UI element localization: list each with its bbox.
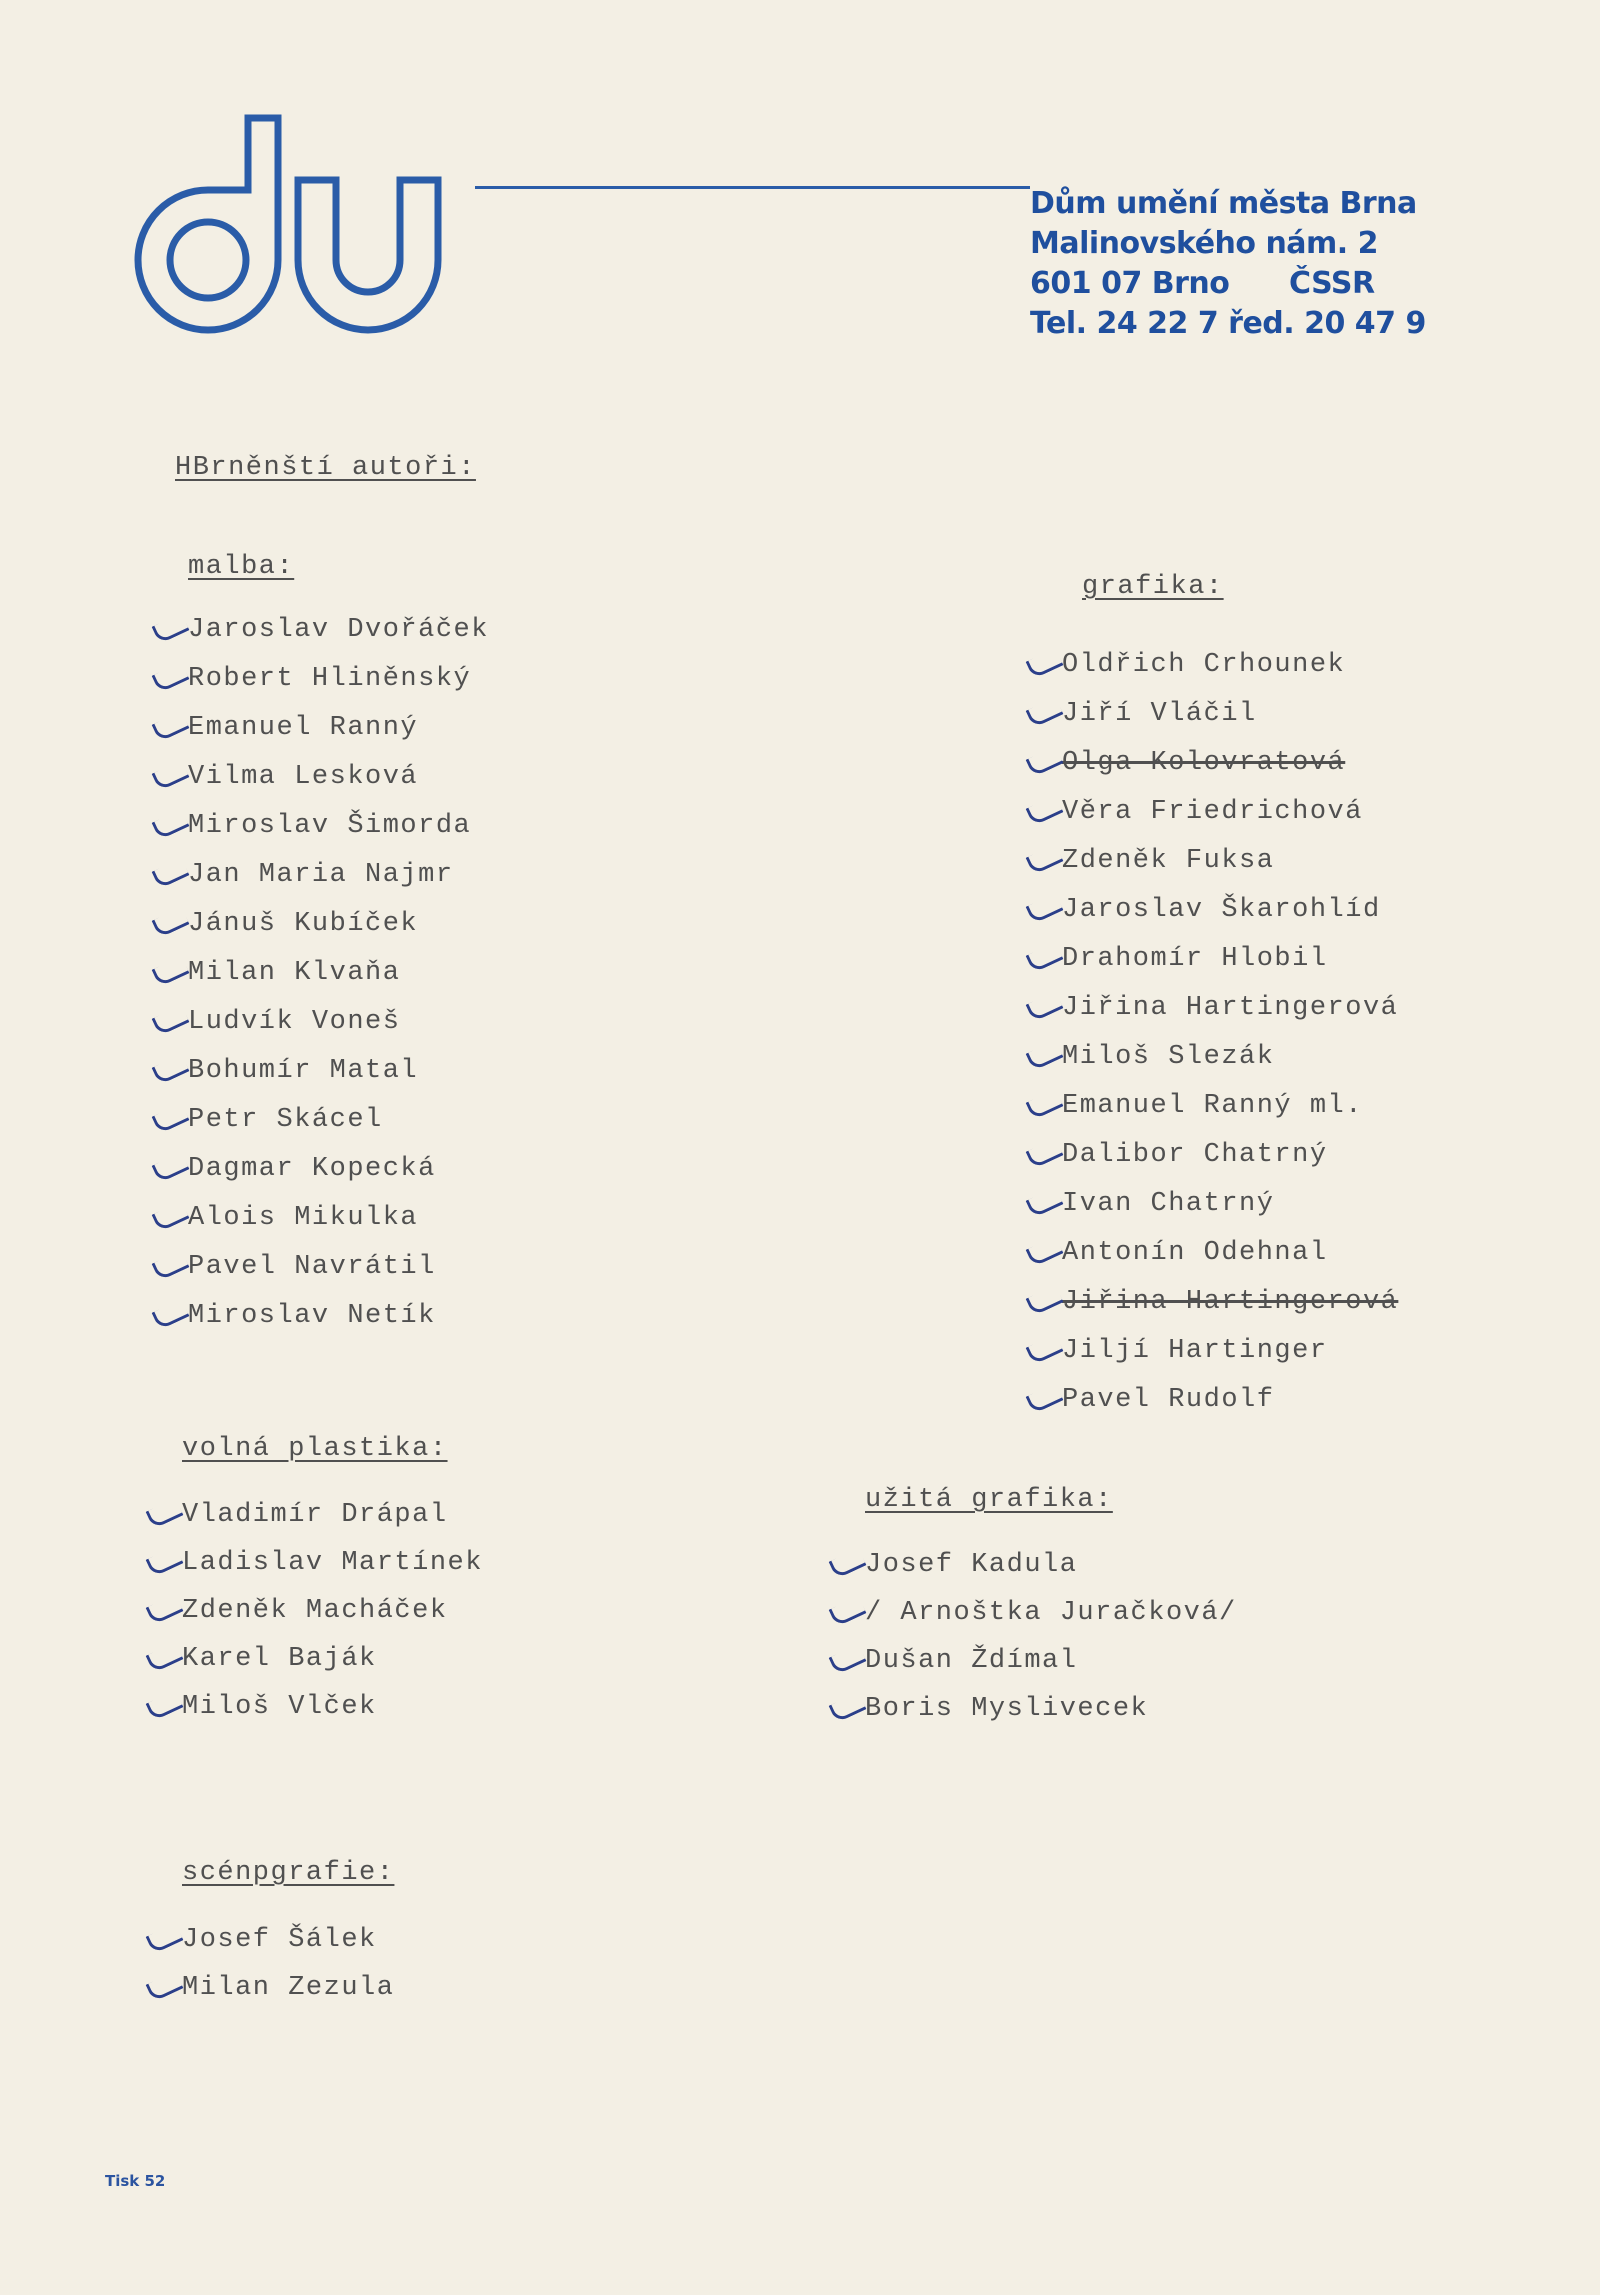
author-name: Boris Myslivecek xyxy=(865,1694,1149,1724)
checkmark-icon xyxy=(146,1690,184,1721)
author-name: Jiřina Hartingerová xyxy=(1062,993,1399,1023)
author-name: Robert Hliněnský xyxy=(188,664,472,694)
list-item xyxy=(182,1692,377,1722)
list-item xyxy=(1062,699,1257,729)
org-city: 601 07 Brno ČSSR xyxy=(1030,266,1375,301)
checkmark-icon xyxy=(1026,1334,1064,1365)
checkmark-icon xyxy=(1026,942,1064,973)
author-name: Antonín Odehnal xyxy=(1062,1238,1328,1268)
author-name: / Arnoštka Juračková/ xyxy=(865,1598,1237,1628)
author-name: Vladimír Drápal xyxy=(182,1500,448,1530)
document-title: HBrněnští autoři: xyxy=(175,453,476,483)
list-item xyxy=(188,1252,436,1282)
list-item xyxy=(1062,1385,1274,1415)
list-item xyxy=(188,958,400,988)
list-item xyxy=(188,860,454,890)
checkmark-icon xyxy=(146,1594,184,1625)
checkmark-icon xyxy=(152,858,190,889)
heading-scenografie: scénpgrafie: xyxy=(182,1858,395,1888)
list-item xyxy=(1062,1336,1328,1366)
heading-grafika: grafika: xyxy=(1082,572,1224,602)
list-item xyxy=(182,1500,448,1530)
org-phone: Tel. 24 22 7 řed. 20 47 9 xyxy=(1030,306,1426,341)
list-item xyxy=(188,1301,436,1331)
list-item xyxy=(1062,993,1398,1023)
author-name: Pavel Navrátil xyxy=(188,1252,436,1282)
list-item xyxy=(1062,1287,1398,1317)
list-item xyxy=(188,615,489,645)
author-name: Vilma Lesková xyxy=(188,762,419,792)
checkmark-icon xyxy=(152,1103,190,1134)
author-name: Emanuel Ranný xyxy=(188,713,419,743)
author-name: Karel Baják xyxy=(182,1644,377,1674)
author-name: Miroslav Netík xyxy=(188,1301,436,1331)
heading-malba: malba: xyxy=(188,552,295,582)
list-item xyxy=(188,1105,383,1135)
checkmark-icon xyxy=(152,1299,190,1330)
author-name: Dalibor Chatrný xyxy=(1062,1140,1328,1170)
author-name: Jiřina Hartingerová xyxy=(1062,1287,1399,1317)
checkmark-icon xyxy=(829,1596,867,1627)
checkmark-icon xyxy=(152,711,190,742)
checkmark-icon xyxy=(1026,746,1064,777)
list-item xyxy=(865,1646,1077,1676)
author-name: Jánuš Kubíček xyxy=(188,909,419,939)
print-footer: Tisk 52 xyxy=(105,2172,166,2190)
list-item xyxy=(1062,944,1328,974)
list-item xyxy=(1062,797,1363,827)
checkmark-icon xyxy=(1026,1285,1064,1316)
checkmark-icon xyxy=(1026,991,1064,1022)
checkmark-icon xyxy=(1026,844,1064,875)
list-item xyxy=(188,664,471,694)
list-item xyxy=(1062,1091,1363,1121)
checkmark-icon xyxy=(146,1642,184,1673)
list-item xyxy=(188,713,418,743)
list-item xyxy=(188,1203,418,1233)
list-item xyxy=(182,1596,448,1626)
author-name: Pavel Rudolf xyxy=(1062,1385,1275,1415)
checkmark-icon xyxy=(1026,1187,1064,1218)
list-item xyxy=(1062,846,1274,876)
checkmark-icon xyxy=(152,956,190,987)
heading-plastika: volná plastika: xyxy=(182,1434,448,1464)
author-name: Věra Friedrichová xyxy=(1062,797,1363,827)
author-name: Jiří Vláčil xyxy=(1062,699,1257,729)
author-name: Zdeněk Fuksa xyxy=(1062,846,1275,876)
author-name: Josef Kadula xyxy=(865,1550,1078,1580)
du-logo xyxy=(128,110,468,340)
author-name: Miroslav Šimorda xyxy=(188,811,472,841)
checkmark-icon xyxy=(1026,893,1064,924)
checkmark-icon xyxy=(1026,1138,1064,1169)
list-item xyxy=(1062,748,1345,778)
author-name: Jan Maria Najmr xyxy=(188,860,454,890)
author-name: Miloš Vlček xyxy=(182,1692,377,1722)
author-name: Jaroslav Dvořáček xyxy=(188,615,489,645)
author-name: Jaroslav Škarohlíd xyxy=(1062,895,1381,925)
list-item xyxy=(865,1550,1077,1580)
checkmark-icon xyxy=(152,662,190,693)
author-name: Josef Šálek xyxy=(182,1925,377,1955)
author-name: Ludvík Voneš xyxy=(188,1007,401,1037)
checkmark-icon xyxy=(1026,697,1064,728)
checkmark-icon xyxy=(146,1923,184,1954)
checkmark-icon xyxy=(152,1250,190,1281)
list-item xyxy=(182,1548,483,1578)
checkmark-icon xyxy=(146,1546,184,1577)
author-name: Emanuel Ranný ml. xyxy=(1062,1091,1363,1121)
checkmark-icon xyxy=(146,1971,184,2002)
letterhead-rule xyxy=(475,186,1030,189)
checkmark-icon xyxy=(152,760,190,791)
author-name: Oldřich Crhounek xyxy=(1062,650,1346,680)
checkmark-icon xyxy=(152,1005,190,1036)
checkmark-icon xyxy=(152,1054,190,1085)
list-item xyxy=(188,1154,436,1184)
list-item xyxy=(188,909,418,939)
list-item xyxy=(1062,650,1345,680)
list-item xyxy=(1062,895,1381,925)
list-item xyxy=(865,1694,1148,1724)
list-item xyxy=(865,1598,1237,1628)
heading-uzita-grafika: užitá grafika: xyxy=(865,1485,1113,1515)
author-name: Alois Mikulka xyxy=(188,1203,419,1233)
checkmark-icon xyxy=(146,1498,184,1529)
author-name: Milan Klvaňa xyxy=(188,958,401,988)
logo-text: du xyxy=(128,110,130,111)
checkmark-icon xyxy=(152,613,190,644)
checkmark-icon xyxy=(1026,795,1064,826)
checkmark-icon xyxy=(152,1152,190,1183)
checkmark-icon xyxy=(1026,1089,1064,1120)
list-item xyxy=(182,1644,377,1674)
author-name: Dagmar Kopecká xyxy=(188,1154,436,1184)
author-name: Zdeněk Macháček xyxy=(182,1596,448,1626)
org-name: Dům umění města Brna xyxy=(1030,186,1417,221)
checkmark-icon xyxy=(829,1644,867,1675)
author-name: Dušan Ždímal xyxy=(865,1646,1078,1676)
checkmark-icon xyxy=(1026,648,1064,679)
org-street: Malinovského nám. 2 xyxy=(1030,226,1379,261)
author-name: Petr Skácel xyxy=(188,1105,383,1135)
checkmark-icon xyxy=(1026,1383,1064,1414)
author-name: Milan Zezula xyxy=(182,1973,395,2003)
list-item xyxy=(1062,1140,1328,1170)
checkmark-icon xyxy=(829,1692,867,1723)
list-item xyxy=(1062,1238,1328,1268)
list-item xyxy=(182,1973,394,2003)
checkmark-icon xyxy=(1026,1236,1064,1267)
list-item xyxy=(188,1056,418,1086)
list-item xyxy=(188,811,471,841)
checkmark-icon xyxy=(1026,1040,1064,1071)
checkmark-icon xyxy=(829,1548,867,1579)
list-item xyxy=(1062,1042,1274,1072)
checkmark-icon xyxy=(152,907,190,938)
author-name: Jiljí Hartinger xyxy=(1062,1336,1328,1366)
author-name: Ladislav Martínek xyxy=(182,1548,483,1578)
list-item xyxy=(182,1925,377,1955)
author-name: Ivan Chatrný xyxy=(1062,1189,1275,1219)
author-name: Drahomír Hlobil xyxy=(1062,944,1328,974)
author-name: Miloš Slezák xyxy=(1062,1042,1275,1072)
author-name: Bohumír Matal xyxy=(188,1056,419,1086)
checkmark-icon xyxy=(152,809,190,840)
list-item xyxy=(188,1007,400,1037)
author-name: Olga Kolovratová xyxy=(1062,748,1346,778)
list-item xyxy=(188,762,418,792)
checkmark-icon xyxy=(152,1201,190,1232)
list-item xyxy=(1062,1189,1274,1219)
